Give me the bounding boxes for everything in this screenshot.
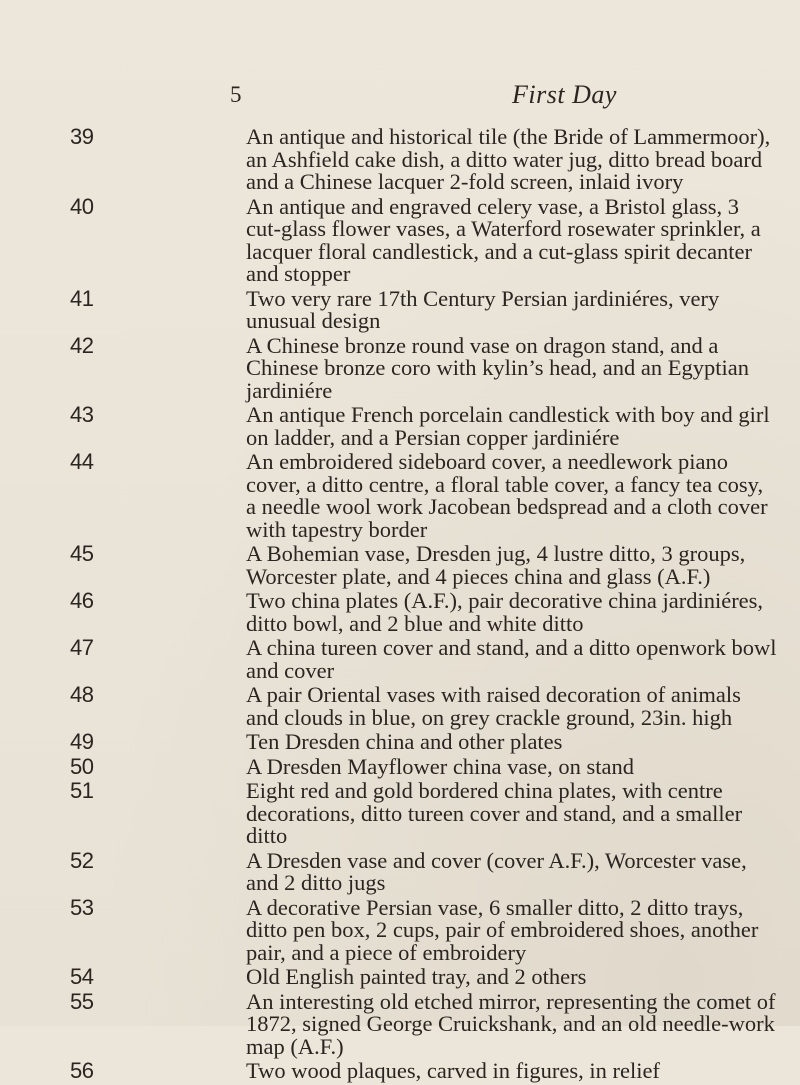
lot-entry (0, 894, 800, 965)
lot-number: 55 (70, 988, 94, 1014)
running-title: First Day (512, 80, 617, 109)
lot-entry (0, 637, 800, 682)
lot-description: Two china plates (A.F.), pair decorative china jardiniéres, ditto bowl, and 2 blue and white ditto (246, 588, 764, 636)
lot-number: 44 (70, 449, 94, 474)
lot-number: 53 (70, 894, 94, 920)
lot-entry (0, 332, 800, 403)
lot-entry (0, 285, 800, 333)
lot-entry (0, 753, 800, 779)
lot-number: 42 (70, 332, 94, 358)
lot-entry (0, 1060, 800, 1083)
lot-number: 47 (70, 635, 94, 660)
lot-number: 41 (70, 285, 94, 311)
lot-entry (0, 847, 800, 895)
lot-entry (0, 988, 800, 1059)
lot-entry (0, 780, 800, 848)
lot-number: 52 (70, 847, 94, 873)
lot-number: 56 (70, 1058, 94, 1083)
lot-number: 45 (70, 541, 94, 566)
lot-description: A pair Oriental vases with raised decoration of animals and clouds in blue, on grey crackle ground, 23in. high (246, 682, 741, 730)
lot-description: Two very rare 17th Century Persian jardiniéres, very unusual design (246, 285, 720, 333)
lot-list (0, 126, 800, 1085)
page-number: 5 (230, 82, 242, 107)
lot-description: Old English painted tray, and 2 others (246, 964, 587, 989)
lot-entry (0, 126, 800, 194)
lot-description: A Bohemian vase, Dresden jug, 4 lustre ditto, 3 groups, Worcester plate, and 4 pieces china and glass (A.F.) (246, 541, 746, 589)
lot-number: 49 (70, 729, 94, 754)
lot-number: 51 (70, 778, 94, 803)
lot-description: Two wood plaques, carved in figures, in relief (246, 1058, 660, 1083)
lot-description: An antique French porcelain candlestick with boy and girl on ladder, and a Persian copper jardiniére (246, 402, 770, 450)
lot-entry (0, 543, 800, 588)
lot-description: An interesting old etched mirror, representing the comet of 1872, signed George Cruickshank, and an old needle-work map (A.F.) (246, 988, 776, 1059)
lot-number: 43 (70, 402, 94, 427)
lot-description: Ten Dresden china and other plates (246, 729, 563, 754)
lot-entry (0, 193, 800, 286)
lot-entry (0, 731, 800, 754)
lot-entry (0, 404, 800, 449)
lot-entry (0, 684, 800, 729)
lot-number: 46 (70, 588, 94, 613)
lot-number: 54 (70, 964, 94, 989)
lot-entry (0, 966, 800, 989)
lot-description: A Dresden Mayflower china vase, on stand (246, 753, 635, 779)
lot-description: An embroidered sideboard cover, a needlework piano cover, a ditto centre, a floral table cover, a fancy tea cosy, a needle wool work Jacobean bedspread and a cloth cover with tapestry border (246, 449, 768, 542)
lot-number: 50 (70, 753, 94, 779)
lot-entry (0, 590, 800, 635)
lot-number: 39 (70, 124, 94, 149)
lot-description: An antique and historical tile (the Bride of Lammermoor), an Ashfield cake dish, a ditto water jug, ditto bread board and a Chinese lacquer 2-fold screen, inlaid ivory (246, 124, 771, 194)
lot-description: Eight red and gold bordered china plates, with centre decorations, ditto tureen cover and stand, and a smaller ditto (246, 778, 743, 848)
lot-number: 48 (70, 682, 94, 707)
lot-description: A Dresden vase and cover (cover A.F.), Worcester vase, and 2 ditto jugs (246, 847, 747, 895)
lot-entry (0, 451, 800, 541)
lot-description: A decorative Persian vase, 6 smaller ditto, 2 ditto trays, ditto pen box, 2 cups, pair of embroidered shoes, another pair, and a piece of embroidery (246, 894, 759, 965)
lot-description: An antique and engraved celery vase, a Bristol glass, 3 cut-glass flower vases, a Waterford rosewater sprinkler, a lacquer floral candlestick, and a cut-glass spirit decanter and stopper (246, 193, 761, 286)
lot-number: 40 (70, 193, 94, 219)
lot-description: A china tureen cover and stand, and a ditto openwork bowl and cover (246, 635, 777, 683)
lot-description: A Chinese bronze round vase on dragon stand, and a Chinese bronze coro with kylin’s head, and an Egyptian jardiniére (246, 332, 749, 403)
